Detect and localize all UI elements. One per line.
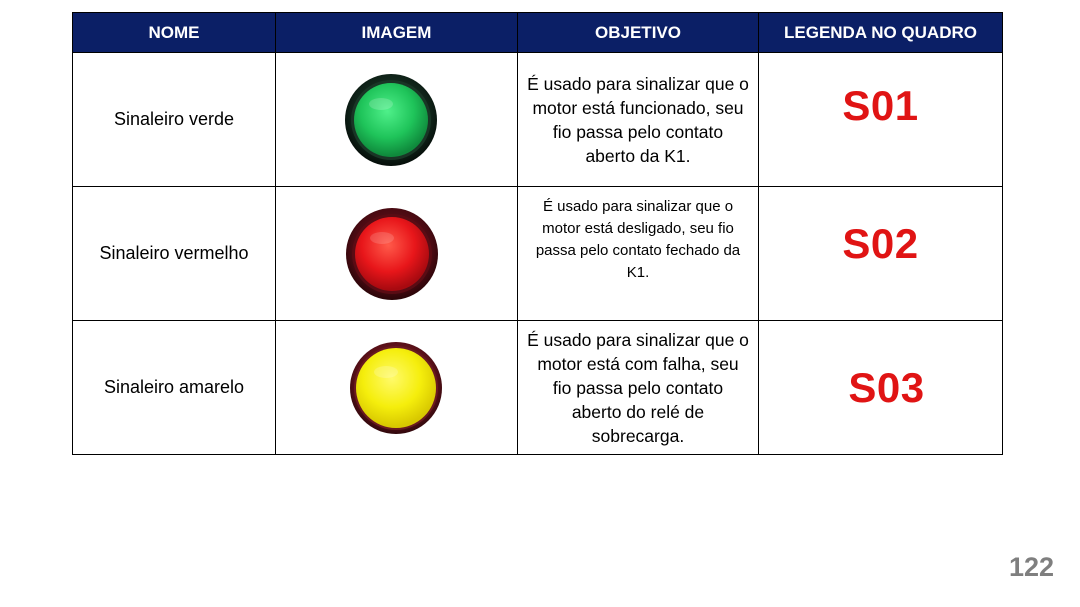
legend-code: S01 (842, 81, 919, 129)
header-legenda: LEGENDA NO QUADRO (759, 13, 1003, 53)
cell-imagem (276, 53, 518, 187)
legend-code: S02 (842, 219, 919, 267)
cell-objetivo (518, 187, 759, 321)
signal-name: Sinaleiro verde (113, 109, 235, 129)
signal-name: Sinaleiro amarelo (103, 377, 245, 397)
green-indicator-light-icon (343, 72, 439, 168)
legend-code: S03 (848, 363, 925, 411)
table-row (73, 53, 1003, 187)
cell-nome (73, 53, 276, 187)
yellow-indicator-light-icon (348, 340, 444, 436)
table-header-row (73, 13, 1003, 53)
table-row (73, 321, 1003, 455)
table-row (73, 187, 1003, 321)
cell-imagem (276, 187, 518, 321)
cell-imagem (276, 321, 518, 455)
header-imagem: IMAGEM (276, 13, 518, 53)
signal-lights-table (72, 12, 1003, 455)
header-nome: NOME (73, 13, 276, 53)
cell-nome (73, 321, 276, 455)
cell-legenda (759, 53, 1003, 187)
header-objetivo: OBJETIVO (518, 13, 759, 53)
cell-objetivo (518, 321, 759, 455)
signal-objective: É usado para sinalizar que o motor está funcionado, seu fio passa pelo contato aberto da K1. (527, 73, 749, 166)
cell-objetivo (518, 53, 759, 187)
cell-legenda (759, 321, 1003, 455)
signal-objective: É usado para sinalizar que o motor está desligado, seu fio passa pelo contato fechado da K1. (535, 197, 741, 281)
cell-legenda (759, 187, 1003, 321)
cell-nome (73, 187, 276, 321)
red-indicator-light-icon (344, 206, 440, 302)
page-number: 122 (1008, 552, 1054, 582)
signal-objective: É usado para sinalizar que o motor está com falha, seu fio passa pelo contato aberto do relé de sobrecarga. (527, 329, 749, 446)
signal-name: Sinaleiro vermelho (99, 243, 249, 263)
